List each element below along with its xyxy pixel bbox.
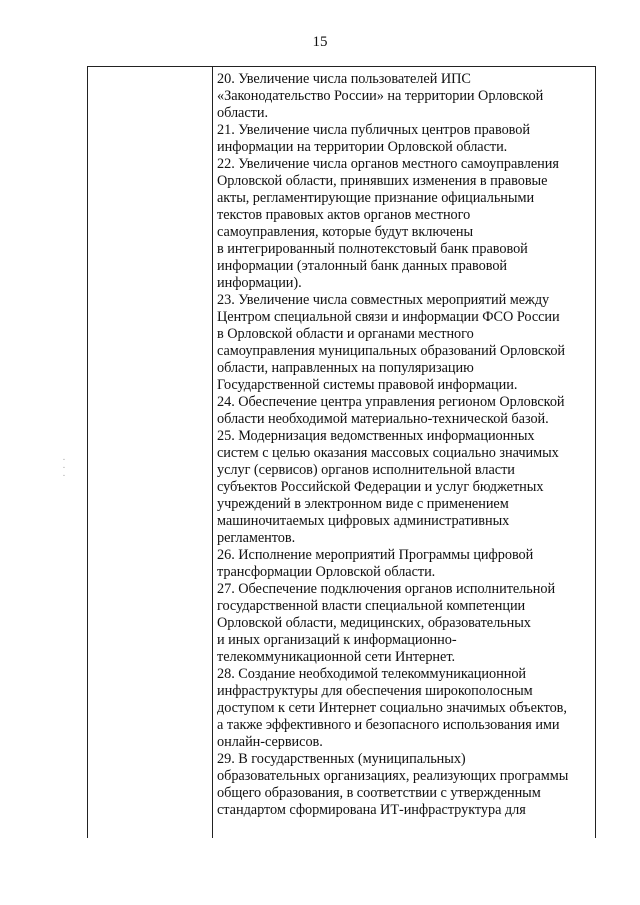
text-line: 22. Увеличение числа органов местного самоуправления xyxy=(217,156,559,172)
text-line: 21. Увеличение числа публичных центров правовой xyxy=(217,122,530,138)
text-line: машиночитаемых цифровых административных xyxy=(217,513,510,529)
text-line: субъектов Российской Федерации и услуг бюджетных xyxy=(217,479,544,495)
text-line: самоуправления муниципальных образований Орловской xyxy=(217,343,566,359)
table-right-column xyxy=(217,71,593,819)
text-line: регламентов. xyxy=(217,530,296,546)
text-line: 24. Обеспечение центра управления регионом Орловской xyxy=(217,394,565,410)
text-line: доступом к сети Интернет социально значимых объектов, xyxy=(217,700,567,716)
text-line: области, направленных на популяризацию xyxy=(217,360,474,376)
margin-scan-mark: · · · xyxy=(61,456,67,480)
text-line: 23. Увеличение числа совместных мероприятий между xyxy=(217,292,550,308)
text-line: Орловской области, медицинских, образовательных xyxy=(217,615,531,631)
page-number: 15 xyxy=(312,34,328,50)
text-line: информации (эталонный банк данных правовой xyxy=(217,258,508,274)
text-line: области. xyxy=(217,105,268,121)
text-line: 20. Увеличение числа пользователей ИПС xyxy=(217,71,471,87)
table-left-column xyxy=(88,67,213,838)
text-line: трансформации Орловской области. xyxy=(217,564,436,580)
text-line: Центром специальной связи и информации ФСО России xyxy=(217,309,560,325)
text-line: общего образования, в соответствии с утвержденным xyxy=(217,785,541,801)
text-line: стандартом сформирована ИТ-инфраструктура для xyxy=(217,802,526,818)
text-line: учреждений в электронном виде с применением xyxy=(217,496,509,512)
text-line: систем с целью оказания массовых социально значимых xyxy=(217,445,559,461)
text-line: 28. Создание необходимой телекоммуникационной xyxy=(217,666,527,682)
text-line: в интегрированный полнотекстовый банк правовой xyxy=(217,241,528,257)
text-line: телекоммуникационной сети Интернет. xyxy=(217,649,455,665)
text-line: государственной власти специальной компетенции xyxy=(217,598,526,614)
text-line: 26. Исполнение мероприятий Программы цифровой xyxy=(217,547,534,563)
text-line: «Законодательство России» на территории Орловской xyxy=(217,88,544,104)
text-line: 25. Модернизация ведомственных информационных xyxy=(217,428,535,444)
text-line: 27. Обеспечение подключения органов исполнительной xyxy=(217,581,556,597)
document-table xyxy=(87,66,596,838)
text-line: в Орловской области и органами местного xyxy=(217,326,474,342)
text-line: информации на территории Орловской области. xyxy=(217,139,508,155)
text-line: самоуправления, которые будут включены xyxy=(217,224,474,240)
text-line: информации). xyxy=(217,275,302,291)
text-line: Орловской области, принявших изменения в правовые xyxy=(217,173,548,189)
text-line: акты, регламентирующие признание официальными xyxy=(217,190,535,206)
text-line: Государственной системы правовой информации. xyxy=(217,377,518,393)
text-line: текстов правовых актов органов местного xyxy=(217,207,471,223)
text-line: онлайн-сервисов. xyxy=(217,734,323,750)
text-line: 29. В государственных (муниципальных) xyxy=(217,751,466,767)
text-line: услуг (сервисов) органов исполнительной власти xyxy=(217,462,515,478)
text-line: области необходимой материально-технической базой. xyxy=(217,411,549,427)
text-line: образовательных организациях, реализующих программы xyxy=(217,768,569,784)
text-line: и иных организаций к информационно- xyxy=(217,632,457,648)
text-line: инфраструктуры для обеспечения широкополосным xyxy=(217,683,533,699)
text-line: а также эффективного и безопасного использования ими xyxy=(217,717,560,733)
